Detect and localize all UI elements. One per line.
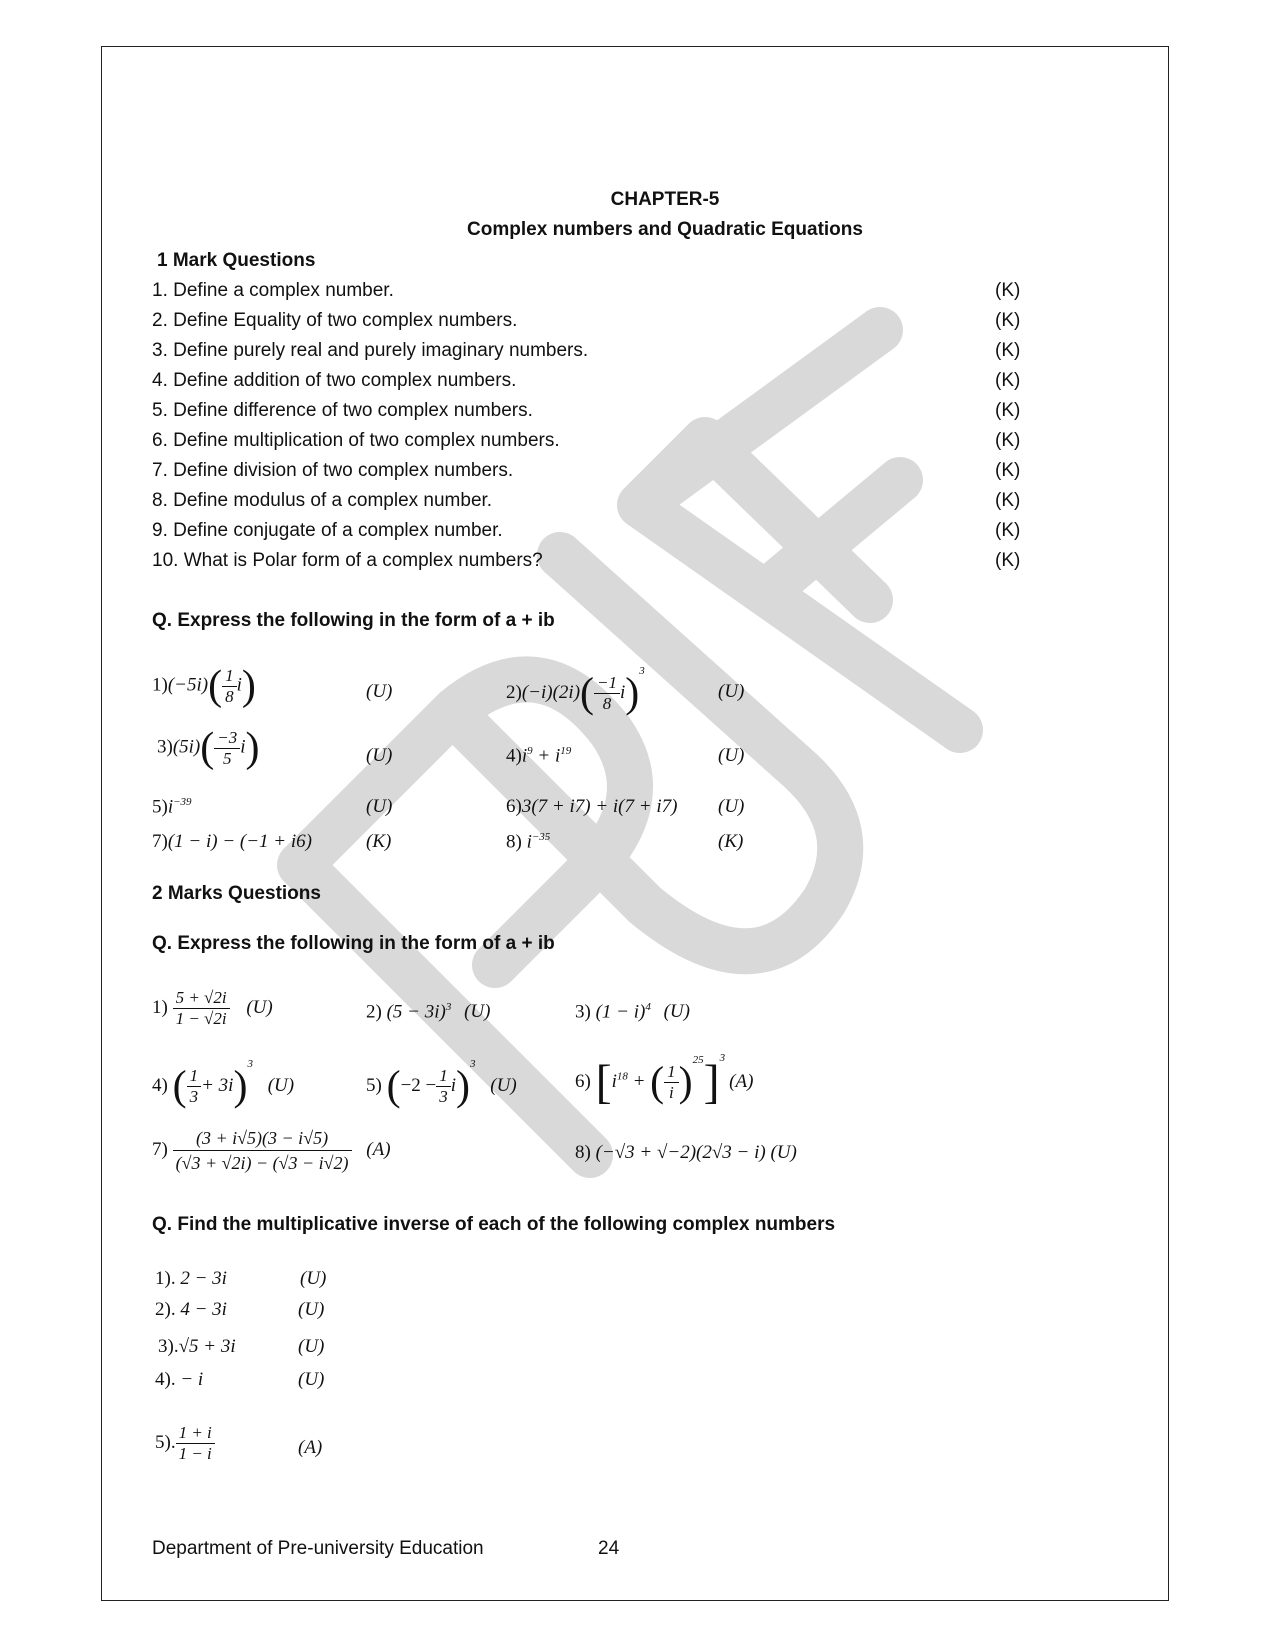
frac-numerator: 1 + i xyxy=(176,1423,215,1444)
question-7-level: (K) xyxy=(995,460,1021,481)
item-level: (U) xyxy=(770,1142,797,1163)
item-level: (U) xyxy=(663,1001,690,1023)
item-suffix: i xyxy=(236,674,242,696)
item-exponent: −39 xyxy=(173,796,192,808)
item-exponent: 3 xyxy=(445,1001,452,1013)
item-suffix: i xyxy=(450,1075,457,1096)
two-mark-item-4: 4) ( $\frac{1}{3}$ + 3i)$^3$ (U) xyxy=(152,1058,295,1110)
inverse-item-4 xyxy=(155,1369,203,1391)
inverse-item-4-level: (U) xyxy=(298,1369,325,1390)
express-item-5 xyxy=(152,796,192,818)
frac-numerator: −1 xyxy=(594,673,620,694)
question-5: 5. Define difference of two complex numbers. xyxy=(152,400,533,421)
item-expression: (1 − i) − (−1 + i6) xyxy=(167,831,312,852)
express-item-2-level: (U) xyxy=(718,681,745,702)
express-item-3-level: (U) xyxy=(366,745,393,766)
item-exponent: 9 xyxy=(527,745,533,757)
frac-numerator: 5 + √2i xyxy=(173,988,230,1009)
two-mark-item-6: 6) [$i^{18}$ + ( $\frac{1}{i}$ )$^{25}$]$^3$(A) xyxy=(575,1052,754,1109)
inverse-item-3 xyxy=(158,1336,236,1358)
question-2: 2. Define Equality of two complex numbers. xyxy=(152,310,518,331)
express-heading-1: Q. Express the following in the form of a + ib xyxy=(152,610,555,631)
item-suffix: + 3i xyxy=(201,1075,234,1096)
chapter-title: CHAPTER-5 xyxy=(610,189,720,210)
item-number: 8) xyxy=(506,831,522,853)
item-number: 4) xyxy=(506,745,522,767)
question-9-level: (K) xyxy=(995,520,1021,541)
question-4-level: (K) xyxy=(995,370,1021,391)
question-6: 6. Define multiplication of two complex numbers. xyxy=(152,430,560,451)
item-number: 6) xyxy=(575,1071,591,1092)
frac-numerator: 1 xyxy=(187,1066,202,1087)
frac-denominator: 8 xyxy=(225,686,234,706)
item-suffix: i xyxy=(620,682,626,703)
item-exponent: 25 xyxy=(692,1054,704,1066)
item-exponent: 3 xyxy=(719,1052,726,1064)
question-5-level: (K) xyxy=(995,400,1021,421)
question-10-level: (K) xyxy=(995,550,1021,571)
footer-page-number: 24 xyxy=(598,1538,620,1559)
item-number: 7) xyxy=(152,1138,168,1160)
two-mark-item-7 xyxy=(152,1126,391,1175)
item-expression: 4 − 3i xyxy=(180,1299,227,1320)
question-7: 7. Define division of two complex numbers. xyxy=(152,460,514,481)
express-item-4 xyxy=(506,745,571,767)
express-item-8-level: (K) xyxy=(718,831,744,852)
footer-department: Department of Pre-university Education xyxy=(152,1538,484,1559)
express-item-6-level: (U) xyxy=(718,796,745,817)
question-9: 9. Define conjugate of a complex number. xyxy=(152,520,503,541)
express-item-1: 1)(−5i)( $\frac{1}{8}$ i) xyxy=(152,663,256,709)
item-level: (A) xyxy=(366,1138,391,1160)
frac-denominator: 5 xyxy=(223,748,232,768)
question-3: 3. Define purely real and purely imaginary numbers. xyxy=(152,340,589,361)
item-number: 5). xyxy=(155,1431,176,1453)
two-marks-heading: 2 Marks Questions xyxy=(152,883,321,904)
item-prefix: (5i) xyxy=(172,736,201,758)
frac-denominator: (√3 + √2i) − (√3 − i√2) xyxy=(175,1153,349,1173)
inverse-item-1-level: (U) xyxy=(300,1268,327,1289)
item-exponent: 18 xyxy=(616,1070,628,1083)
item-number: 2). xyxy=(155,1299,176,1320)
question-1: 1. Define a complex number. xyxy=(152,280,394,301)
express-item-6 xyxy=(506,796,677,818)
question-2-level: (K) xyxy=(995,310,1021,331)
item-expression: (5 − 3i) xyxy=(386,1001,446,1023)
frac-denominator: 3 xyxy=(439,1087,448,1107)
item-number: 1) xyxy=(152,996,168,1018)
question-8-level: (K) xyxy=(995,490,1021,511)
item-base: i xyxy=(167,796,174,818)
express-item-7-level: (K) xyxy=(366,831,392,852)
item-number: 4) xyxy=(152,1075,168,1096)
question-6-level: (K) xyxy=(995,430,1021,451)
inverse-item-2-level: (U) xyxy=(298,1299,325,1320)
express-item-8 xyxy=(506,831,550,853)
item-prefix: (−i)(2i) xyxy=(521,682,581,703)
inverse-item-3-level: (U) xyxy=(298,1336,325,1357)
item-base: i xyxy=(526,831,532,853)
item-number: 5) xyxy=(152,796,168,818)
item-power: 3 xyxy=(639,665,645,677)
item-number: 8) xyxy=(575,1142,591,1163)
item-number: 2) xyxy=(366,1001,382,1023)
question-3-level: (K) xyxy=(995,340,1021,361)
item-number: 3) xyxy=(575,1001,591,1023)
item-operator: + xyxy=(532,745,555,767)
question-4: 4. Define addition of two complex numbers. xyxy=(152,370,517,391)
item-number: 5) xyxy=(366,1075,382,1096)
express-item-5-level: (U) xyxy=(366,796,393,817)
item-expression: (−√3 + √−2)(2√3 − i) xyxy=(595,1142,766,1163)
express-item-4-level: (U) xyxy=(718,745,745,766)
frac-numerator: −3 xyxy=(214,728,240,749)
item-operator: + xyxy=(627,1071,651,1092)
express-heading-2: Q. Express the following in the form of a + ib xyxy=(152,933,555,954)
two-mark-item-2 xyxy=(366,1001,490,1023)
item-exponent: −35 xyxy=(531,831,551,843)
item-level: (A) xyxy=(729,1071,754,1092)
item-expression: 2 − 3i xyxy=(180,1268,227,1289)
item-number: 1) xyxy=(152,674,168,696)
two-mark-item-8 xyxy=(575,1142,797,1164)
item-expression: − i xyxy=(180,1369,204,1390)
inverse-item-2 xyxy=(155,1299,227,1321)
frac-denominator: 8 xyxy=(602,694,612,714)
item-level: (U) xyxy=(246,996,273,1018)
frac-numerator: (3 + i√5)(3 − i√5) xyxy=(173,1126,352,1151)
item-level: (U) xyxy=(490,1075,517,1096)
item-number: 1). xyxy=(155,1268,176,1289)
item-level: (U) xyxy=(464,1001,491,1023)
item-base: i xyxy=(611,1071,617,1092)
frac-denominator: i xyxy=(669,1083,674,1103)
frac-denominator: 1 − i xyxy=(178,1444,212,1463)
two-mark-item-5: 5) (−2 − $\frac{1}{3}$ i)$^3$ (U) xyxy=(366,1058,517,1110)
item-expression: (1 − i) xyxy=(595,1001,646,1023)
item-prefix: (−5i) xyxy=(167,674,209,696)
item-exponent: 3 xyxy=(247,1058,253,1070)
item-prefix: −2 − xyxy=(400,1075,437,1096)
item-number: 4). xyxy=(155,1369,176,1390)
item-number: 3) xyxy=(157,736,173,758)
question-10: 10. What is Polar form of a complex numbers? xyxy=(152,550,543,571)
question-1-level: (K) xyxy=(995,280,1021,301)
frac-numerator: 1 xyxy=(222,666,237,687)
item-number: 7) xyxy=(152,831,168,852)
item-number: 2) xyxy=(506,682,522,703)
inverse-item-5 xyxy=(155,1423,215,1464)
item-level: (U) xyxy=(267,1075,295,1096)
inverse-item-1 xyxy=(155,1268,227,1290)
item-expression: √5 + 3i xyxy=(178,1336,236,1357)
item-number: 6) xyxy=(506,796,522,817)
frac-denominator: 3 xyxy=(189,1087,199,1107)
item-suffix: i xyxy=(240,736,246,758)
express-item-3: 3)(5i)( $\frac{-3}{5}$ i) xyxy=(157,725,260,771)
item-expression: 3(7 + i7) + i(7 + i7) xyxy=(521,796,678,817)
frac-denominator: 1 − √2i xyxy=(175,1009,227,1028)
express-item-2: 2)(−i)(2i)( $\frac{-1}{8}$ i)$^3$ xyxy=(506,665,645,717)
frac-numerator: 1 xyxy=(436,1066,451,1087)
two-mark-item-3 xyxy=(575,1001,690,1023)
two-mark-item-1 xyxy=(152,988,273,1029)
item-exponent: 4 xyxy=(645,1001,651,1013)
item-base: i xyxy=(521,745,528,767)
item-exponent: 19 xyxy=(560,745,572,757)
frac-numerator: 1 xyxy=(664,1062,679,1083)
item-base: i xyxy=(554,745,561,767)
express-item-7 xyxy=(152,831,312,853)
one-mark-heading: 1 Mark Questions xyxy=(157,250,316,271)
inverse-heading: Q. Find the multiplicative inverse of each of the following complex numbers xyxy=(152,1214,836,1235)
item-exponent: 3 xyxy=(470,1058,476,1070)
inverse-item-5-level: (A) xyxy=(298,1437,323,1458)
express-item-1-level: (U) xyxy=(366,681,393,702)
item-number: 3). xyxy=(158,1336,179,1357)
question-8: 8. Define modulus of a complex number. xyxy=(152,490,493,511)
chapter-subtitle: Complex numbers and Quadratic Equations xyxy=(467,219,863,240)
